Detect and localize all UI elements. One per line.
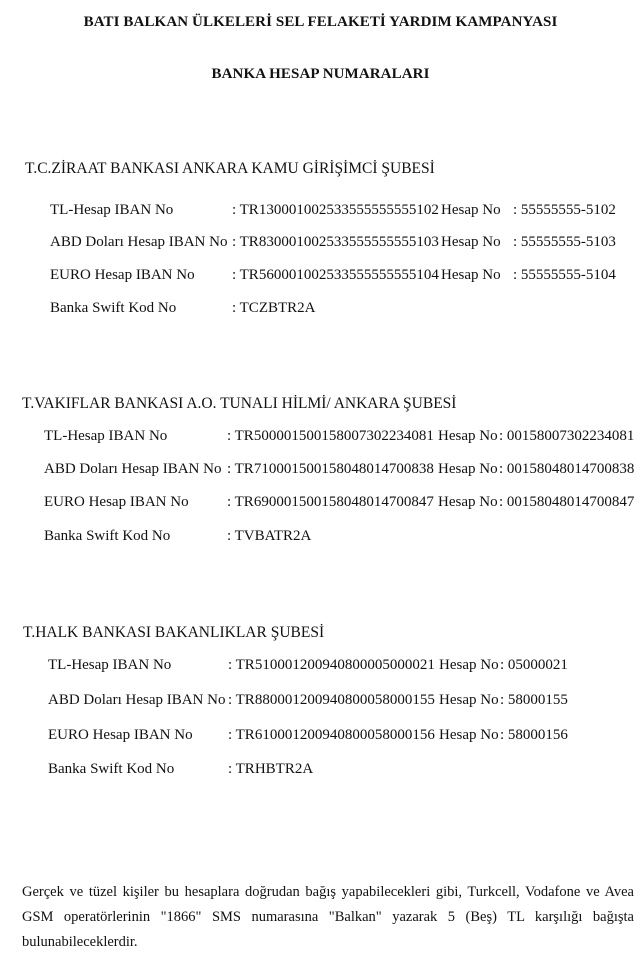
hesap-no-label: Hesap No (438, 461, 498, 477)
iban-value: : TR830001002533555555555103 (232, 234, 439, 250)
hesap-no-label: Hesap No (441, 234, 501, 250)
swift-value: : TCZBTR2A (232, 300, 316, 316)
account-row (0, 267, 641, 289)
bank-name: T.C.ZİRAAT BANKASI ANKARA KAMU GİRİŞİMCİ ŞUBESİ (25, 160, 435, 177)
footer-note: Gerçek ve tüzel kişiler bu hesaplara doğrudan bağış yapabilecekleri gibi, Turkcell, Vodafone ve Avea GSM operatörlerinin "1866" SMS numarasına "Balkan" yazarak 5 (Beş) TL karşılığı bağışta bulunabileceklerdir. (22, 884, 634, 950)
document-subtitle: BANKA HESAP NUMARALARI (211, 66, 430, 82)
iban-value: : TR610001200940800058000156 (228, 727, 435, 743)
hesap-no-label: Hesap No (438, 494, 498, 510)
account-row (0, 461, 641, 483)
swift-value: : TRHBTR2A (228, 761, 314, 777)
hesap-no-label: Hesap No (438, 428, 498, 444)
hesap-no-value: : 55555555-5102 (513, 202, 616, 218)
account-label: ABD Doları Hesap IBAN No (48, 692, 226, 708)
hesap-no-value: : 00158048014700847 (499, 494, 635, 510)
account-row (0, 202, 641, 224)
account-label: ABD Doları Hesap IBAN No (50, 234, 228, 250)
account-row (0, 528, 641, 550)
account-label: Banka Swift Kod No (50, 300, 177, 316)
account-label: ABD Doları Hesap IBAN No (44, 461, 222, 477)
account-label: EURO Hesap IBAN No (48, 727, 193, 743)
account-label: TL-Hesap IBAN No (50, 202, 174, 218)
hesap-no-value: : 55555555-5104 (513, 267, 616, 283)
swift-value: : TVBATR2A (227, 528, 312, 544)
account-row (0, 727, 641, 749)
hesap-no-label: Hesap No (439, 727, 499, 743)
account-row (0, 428, 641, 450)
account-label: Banka Swift Kod No (44, 528, 171, 544)
iban-value: : TR130001002533555555555102 (232, 202, 439, 218)
account-row (0, 234, 641, 256)
hesap-no-value: : 05000021 (500, 657, 568, 673)
account-row (0, 494, 641, 516)
iban-value: : TR690001500158048014700847 (227, 494, 434, 510)
account-row (0, 657, 641, 679)
account-label: TL-Hesap IBAN No (48, 657, 172, 673)
iban-value: : TR560001002533555555555104 (232, 267, 439, 283)
hesap-no-value: : 00158048014700838 (499, 461, 635, 477)
iban-value: : TR500001500158007302234081 (227, 428, 434, 444)
account-label: EURO Hesap IBAN No (50, 267, 195, 283)
account-label: EURO Hesap IBAN No (44, 494, 189, 510)
document-title: BATI BALKAN ÜLKELERİ SEL FELAKETİ YARDIM KAMPANYASI (83, 14, 558, 30)
hesap-no-value: : 55555555-5103 (513, 234, 616, 250)
hesap-no-value: : 58000156 (500, 727, 568, 743)
hesap-no-label: Hesap No (439, 692, 499, 708)
hesap-no-value: : 00158007302234081 (499, 428, 635, 444)
account-label: Banka Swift Kod No (48, 761, 175, 777)
iban-value: : TR710001500158048014700838 (227, 461, 434, 477)
bank-name: T.HALK BANKASI BAKANLIKLAR ŞUBESİ (23, 624, 325, 641)
iban-value: : TR880001200940800058000155 (228, 692, 435, 708)
bank-name: T.VAKIFLAR BANKASI A.O. TUNALI HİLMİ/ ANKARA ŞUBESİ (22, 395, 457, 412)
hesap-no-label: Hesap No (441, 267, 501, 283)
account-row (0, 692, 641, 714)
account-row (0, 761, 641, 783)
hesap-no-label: Hesap No (439, 657, 499, 673)
iban-value: : TR510001200940800005000021 (228, 657, 435, 673)
hesap-no-label: Hesap No (441, 202, 501, 218)
hesap-no-value: : 58000155 (500, 692, 568, 708)
account-label: TL-Hesap IBAN No (44, 428, 168, 444)
account-row (0, 300, 641, 322)
